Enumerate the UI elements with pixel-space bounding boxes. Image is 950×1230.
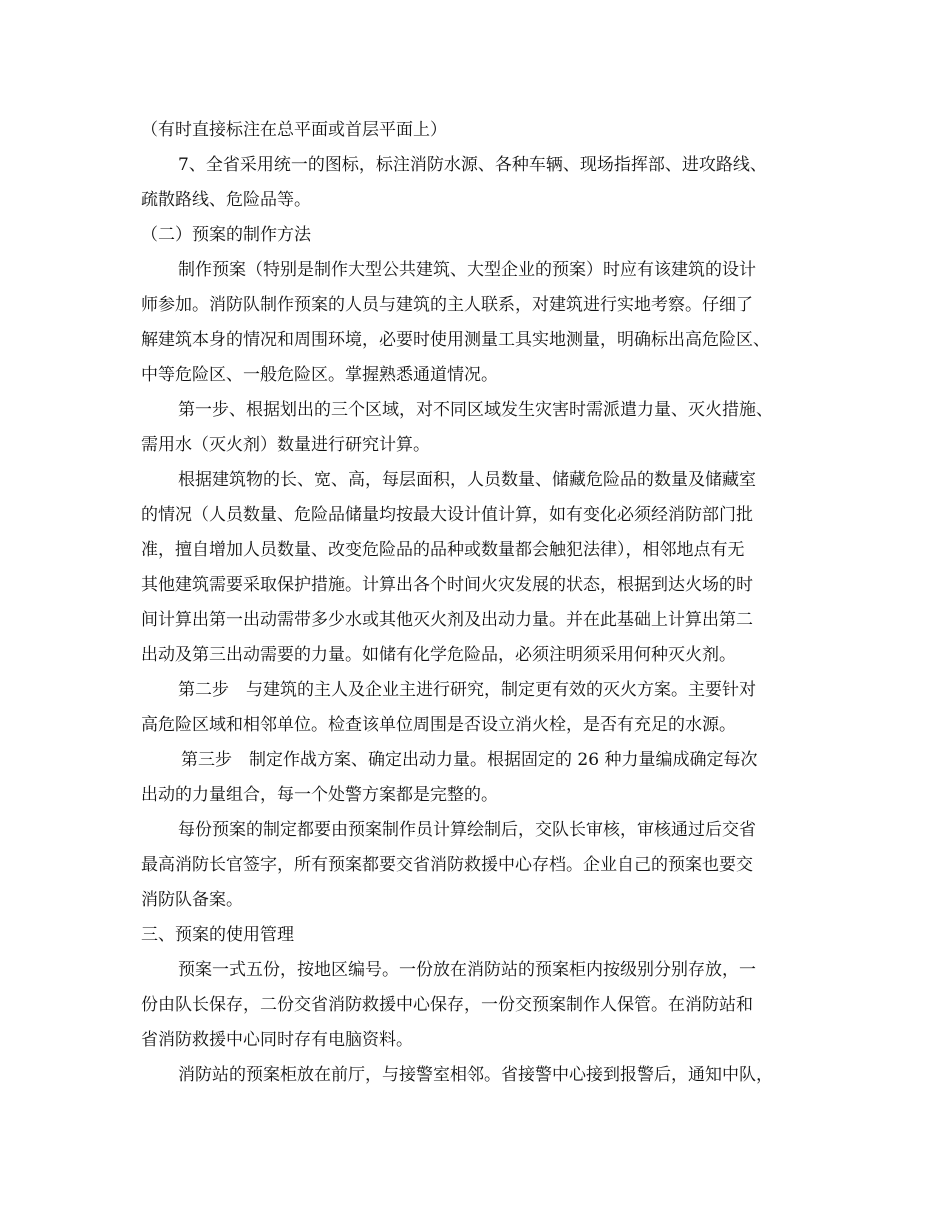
text-line-17: 第二步 与建筑的主人及企业主进行研究，制定更有效的灭火方案。主要针对 xyxy=(178,680,756,700)
text-line-3: 疏散路线、危险品等。 xyxy=(141,190,311,210)
text-line-19: 第三步 制定作战方案、确定出动力量。根据固定的 26 种力量编成确定每次 xyxy=(181,750,758,770)
text-line-15: 间计算出第一出动需带多少水或其他灭火剂及出动力量。并在此基础上计算出第二 xyxy=(141,610,753,630)
text-line-12: 的情况（人员数量、危险品储量均按最大设计值计算，如有变化必须经消防部门批 xyxy=(141,505,753,525)
text-line-11: 根据建筑物的长、宽、高，每层面积，人员数量、储藏危险品的数量及储藏室 xyxy=(178,470,756,490)
section-heading-2: （二）预案的制作方法 xyxy=(141,225,311,245)
text-line-8: 中等危险区、一般危险区。掌握熟悉通道情况。 xyxy=(141,365,498,385)
text-line-1: （有时直接标注在总平面或首层平面上） xyxy=(141,120,447,140)
text-line-14: 其他建筑需要采取保护措施。计算出各个时间火灾发展的状态，根据到达火场的时 xyxy=(141,575,753,595)
text-line-18: 高危险区域和相邻单位。检查该单位周围是否设立消火栓，是否有充足的水源。 xyxy=(141,715,736,735)
text-line-2: 7、全省采用统一的图标，标注消防水源、各种车辆、现场指挥部、进攻路线、 xyxy=(178,155,767,175)
text-line-10: 需用水（灭火剂）数量进行研究计算。 xyxy=(141,435,430,455)
text-line-28: 消防站的预案柜放在前厅，与接警室相邻。省接警中心接到报警后，通知中队， xyxy=(178,1065,773,1085)
text-line-5: 制作预案（特别是制作大型公共建筑、大型企业的预案）时应有该建筑的设计 xyxy=(178,260,756,280)
text-line-16: 出动及第三出动需要的力量。如储有化学危险品，必须注明须采用何种灭火剂。 xyxy=(141,645,736,665)
text-line-25: 预案一式五份，按地区编号。一份放在消防站的预案柜内按级别分别存放，一 xyxy=(178,960,756,980)
text-line-6: 师参加。消防队制作预案的人员与建筑的主人联系，对建筑进行实地考察。仔细了 xyxy=(141,295,753,315)
text-line-27: 省消防救援中心同时存有电脑资料。 xyxy=(141,1030,413,1050)
section-heading-3: 三、预案的使用管理 xyxy=(141,925,294,945)
text-line-9: 第一步、根据划出的三个区域，对不同区域发生灾害时需派遣力量、灭火措施、 xyxy=(178,400,773,420)
text-line-22: 最高消防长官签字，所有预案都要交省消防救援中心存档。企业自己的预案也要交 xyxy=(141,855,753,875)
text-line-23: 消防队备案。 xyxy=(141,890,243,910)
text-line-20: 出动的力量组合，每一个处警方案都是完整的。 xyxy=(141,785,498,805)
text-line-13: 准，擅自增加人员数量、改变危险品的品种或数量都会触犯法律），相邻地点有无 xyxy=(141,540,745,560)
text-line-7: 解建筑本身的情况和周围环境，必要时使用测量工具实地测量，明确标出高危险区、 xyxy=(141,330,770,350)
text-line-26: 份由队长保存，二份交省消防救援中心保存，一份交预案制作人保管。在消防站和 xyxy=(141,995,753,1015)
text-line-21: 每份预案的制定都要由预案制作员计算绘制后，交队长审核，审核通过后交省 xyxy=(178,820,756,840)
